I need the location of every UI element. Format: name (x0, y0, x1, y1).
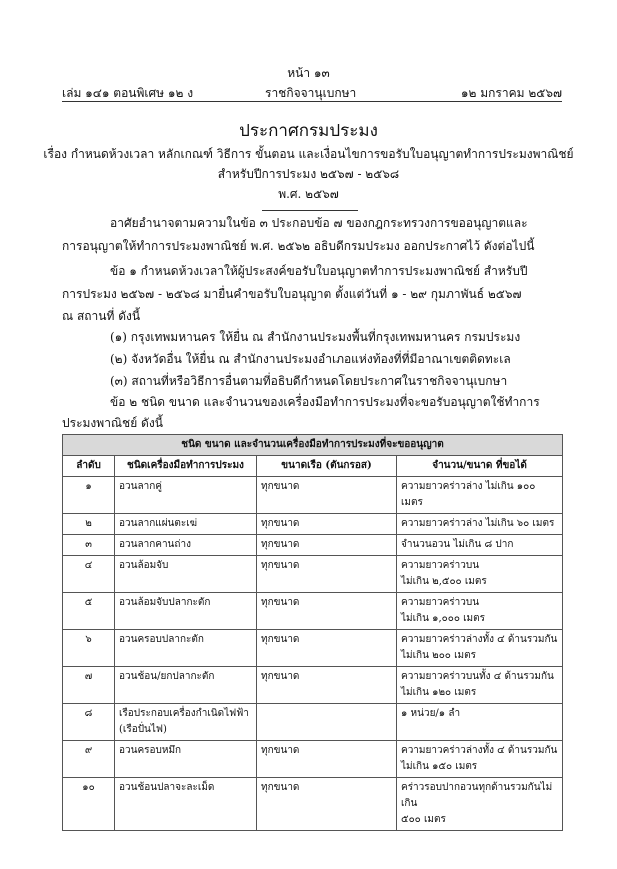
quantity-line: ความยาวคร่าวล่างทั้ง ๔ ด้านรวมกัน (401, 634, 558, 645)
row-gear-type (115, 556, 257, 593)
row-quantity (397, 741, 563, 778)
row-vessel-size: ทุกขนาด (257, 741, 397, 778)
gear-type-line: อวนช้อน/ยกปลากะตัก (119, 671, 215, 682)
list-item-1: (๑) กรุงเทพมหานคร ให้ยื่น ณ สำนักงานประมงพื้นที่กรุงเทพมหานคร กรมประมง (110, 330, 521, 344)
table-row (63, 741, 563, 778)
gazette-name: ราชกิจจานุเบกษา (265, 86, 357, 100)
gear-type-line: อวนครอบปลากะตัก (119, 634, 204, 645)
quantity-line: ๑ หน่วย/๑ ลำ (401, 708, 461, 719)
subject-line-1: เรื่อง กำหนดห้วงเวลา หลักเกณฑ์ วิธีการ ขั้นตอน และเงื่อนไขการขอรับใบอนุญาตทำการประมงพาณิชย์ (43, 147, 574, 161)
title-divider (262, 210, 358, 211)
quantity-line: จำนวนอวน ไม่เกิน ๘ ปาก (401, 539, 514, 550)
table-row (63, 514, 563, 535)
quantity-line: ไม่เกิน ๒,๕๐๐ เมตร (401, 576, 487, 587)
row-vessel-size: ทุกขนาด (257, 556, 397, 593)
header-divider (62, 101, 562, 102)
row-order: ๗ (63, 667, 115, 704)
row-gear-type (115, 514, 257, 535)
subject-line-2: สำหรับปีการประมง ๒๕๖๗ - ๒๕๖๘ (217, 167, 400, 181)
quantity-line: ความยาวคร่าวล่างทั้ง ๔ ด้านรวมกัน (401, 745, 558, 756)
table-row (63, 556, 563, 593)
row-order: ๒ (63, 514, 115, 535)
list-item-2: (๒) จังหวัดอื่น ให้ยื่น ณ สำนักงานประมงอำเภอแห่งท้องที่ที่มีอาณาเขตติดทะเล (110, 352, 511, 366)
row-order: ๖ (63, 630, 115, 667)
quantity-line: ไม่เกิน ๑,๐๐๐ เมตร (401, 613, 485, 624)
row-quantity (397, 630, 563, 667)
row-gear-type (115, 477, 257, 514)
list-item-3: (๓) สถานที่หรือวิธีการอื่นตามที่อธิบดีกำหนดโดยประกาศในราชกิจจานุเบกษา (110, 374, 508, 388)
row-vessel-size: ทุกขนาด (257, 514, 397, 535)
gear-type-line: อวนช้อนปลาจะละเม็ด (119, 782, 215, 793)
header-quantity: จำนวน/ขนาด ที่ขอได้ (397, 456, 563, 477)
row-order: ๘ (63, 704, 115, 741)
quantity-line: ไม่เกิน ๒๐๐ เมตร (401, 650, 476, 661)
row-vessel-size: ทุกขนาด (257, 778, 397, 831)
row-vessel-size: ทุกขนาด (257, 630, 397, 667)
table-row (63, 704, 563, 741)
row-gear-type (115, 535, 257, 556)
table-body (63, 477, 563, 831)
row-order: ๔ (63, 556, 115, 593)
paragraph-2-line-3: ณ สถานที่ ดังนี้ (62, 309, 141, 323)
gazette-volume: เล่ม ๑๔๑ ตอนพิเศษ ๑๒ ง (62, 86, 194, 100)
paragraph-3-line-1: ข้อ ๒ ชนิด ขนาด และจำนวนของเครื่องมือทำการประมงที่จะขอรับอนุญาตใช้ทำการ (110, 395, 540, 409)
row-order: ๙ (63, 741, 115, 778)
row-vessel-size: ทุกขนาด (257, 535, 397, 556)
row-vessel-size: ทุกขนาด (257, 667, 397, 704)
row-quantity (397, 514, 563, 535)
gazette-date: ๑๒ มกราคม ๒๕๖๗ (460, 86, 562, 100)
table-row (63, 535, 563, 556)
header-vessel-size: ขนาดเรือ (ตันกรอส) (257, 456, 397, 477)
paragraph-2-line-2: การประมง ๒๕๖๗ - ๒๕๖๘ มายื่นคำขอรับใบอนุญาต ตั้งแต่วันที่ ๑ - ๒๙ กุมภาพันธ์ ๒๕๖๗ (62, 287, 522, 301)
row-gear-type (115, 667, 257, 704)
quantity-line: ๕๐๐ เมตร (401, 814, 446, 825)
fishing-gear-table (62, 434, 563, 831)
header-gear-type: ชนิดเครื่องมือทำการประมง (115, 456, 257, 477)
quantity-line: ความยาวคร่าวล่าง ไม่เกิน ๖๐ เมตร (401, 518, 555, 529)
gear-type-line: (เรือปั่นไฟ) (119, 724, 167, 735)
row-order: ๑๐ (63, 778, 115, 831)
gear-type-line: อวนลากคู่ (119, 481, 162, 492)
row-gear-type (115, 741, 257, 778)
row-order: ๕ (63, 593, 115, 630)
row-quantity (397, 477, 563, 514)
paragraph-2-line-1: ข้อ ๑ กำหนดห้วงเวลาให้ผู้ประสงค์ขอรับใบอนุญาตทำการประมงพาณิชย์ สำหรับปี (110, 264, 528, 278)
page-number: หน้า ๑๓ (287, 66, 330, 80)
quantity-line: คร่าวรอบปากอวนทุกด้านรวมกันไม่เกิน (401, 782, 553, 809)
paragraph-3-line-2: ประมงพาณิชย์ ดังนี้ (62, 416, 163, 430)
table-row (63, 778, 563, 831)
table-row (63, 593, 563, 630)
quantity-line: ไม่เกิน ๑๕๐ เมตร (401, 761, 478, 772)
row-quantity (397, 778, 563, 831)
row-gear-type (115, 593, 257, 630)
document-title: ประกาศกรมประมง (239, 121, 378, 141)
gear-type-line: อวนล้อมจับปลากะตัก (119, 597, 211, 608)
row-quantity (397, 704, 563, 741)
row-gear-type (115, 630, 257, 667)
quantity-line: ความยาวคร่าวบน (401, 560, 480, 571)
table-row (63, 630, 563, 667)
row-order: ๓ (63, 535, 115, 556)
row-quantity (397, 667, 563, 704)
paragraph-1-line-2: การอนุญาตให้ทำการประมงพาณิชย์ พ.ศ. ๒๕๖๒ อธิบดีกรมประมง ออกประกาศไว้ ดังต่อไปนี้ (62, 239, 535, 253)
row-quantity (397, 535, 563, 556)
table-caption: ชนิด ขนาด และจำนวนเครื่องมือทำการประมงที่จะขออนุญาต (63, 435, 563, 456)
table-row (63, 667, 563, 704)
quantity-line: ความยาวคร่าวล่าง ไม่เกิน ๑๐๐ เมตร (401, 481, 536, 508)
quantity-line: ไม่เกิน ๑๒๐ เมตร (401, 687, 477, 698)
paragraph-1-line-1: อาศัยอำนาจตามความในข้อ ๓ ประกอบข้อ ๗ ของกฎกระทรวงการขออนุญาตและ (110, 216, 528, 230)
gear-type-line: อวนครอบหมึก (119, 745, 182, 756)
table-row (63, 477, 563, 514)
row-quantity (397, 556, 563, 593)
gear-type-line: อวนล้อมจับ (119, 560, 169, 571)
row-quantity (397, 593, 563, 630)
subject-year: พ.ศ. ๒๕๖๗ (278, 187, 339, 201)
row-vessel-size (257, 704, 397, 741)
row-gear-type (115, 778, 257, 831)
row-gear-type (115, 704, 257, 741)
quantity-line: ความยาวคร่าวบนทั้ง ๔ ด้านรวมกัน (401, 671, 554, 682)
gear-type-line: อวนลากแผ่นตะเฆ่ (119, 518, 198, 529)
gear-type-line: เรือประกอบเครื่องกำเนิดไฟฟ้า (119, 708, 249, 719)
quantity-line: ความยาวคร่าวบน (401, 597, 480, 608)
gear-type-line: อวนลากคานถ่าง (119, 539, 191, 550)
header-order: ลำดับ (63, 456, 115, 477)
row-vessel-size: ทุกขนาด (257, 477, 397, 514)
row-vessel-size: ทุกขนาด (257, 593, 397, 630)
row-order: ๑ (63, 477, 115, 514)
